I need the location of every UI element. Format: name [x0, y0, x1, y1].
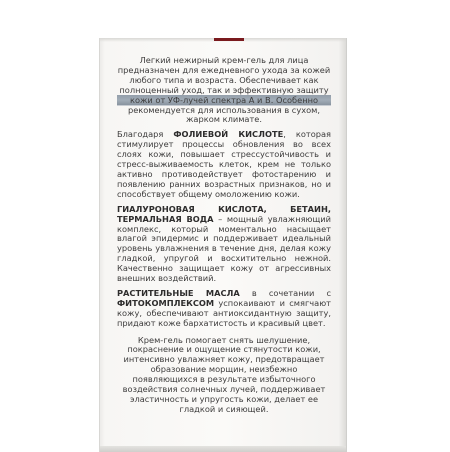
folic-acid-heading: ФОЛИЕВОЙ КИСЛОТЕ [173, 129, 284, 140]
plant-oils-heading: РАСТИТЕЛЬНЫЕ МАСЛА [117, 287, 240, 298]
phytocomplex-heading: ФИТОКОМПЛЕКСОМ [117, 297, 215, 308]
intro-paragraph: Легкий нежирный крем-гель для лица предназначен для ежедневного ухода за кожей любого типа и возраста. Обеспечивает как полноценный уход, так и эффективную защиту кожи от УФ-лучей спектра А и В. Особенно рекомендуется для использования в сухом, жарком климате. [117, 55, 331, 125]
plant-oils-text: успокаивают и смягчают кожу, обеспечивают антиоксидантную защиту, придают коже бархатистость и красивый цвет. [117, 297, 331, 328]
hyaluronic-heading: ГИАЛУРОНОВАЯ КИСЛОТА, БЕТАИН, ТЕРМАЛЬНАЯ ВОДА [117, 203, 331, 224]
hyaluronic-text: – мощный увлажняющий комплекс, который моментально насыщает влагой эпидермис и поддерживает идеальный уровень увлажнения в течение дня, делая кожу гладкой, упругой и восхитительно нежной. Качественно защищает кожу от агрессивных внешних воздействий. [117, 213, 331, 284]
box-red-accent [214, 38, 244, 41]
plant-oils-connector: в сочетании с [239, 287, 331, 298]
hyaluronic-paragraph [117, 205, 331, 284]
box-bottom-edge [100, 446, 346, 452]
product-description [117, 56, 331, 420]
folic-lead: Благодаря [117, 129, 174, 140]
summary-paragraph: Крем-гель помогает снять шелушение, покраснение и ощущение стянутости кожи, интенсивно увлажняет кожу, предотвращает образование морщин, неизбежно появляющихся в результате избыточного воздействия солнечных лучей, поддерживает эластичность и упругость кожи, делает ее гладкой и сияющей. [122, 334, 326, 414]
folic-acid-paragraph [117, 130, 331, 199]
folic-acid-text: , которая стимулирует процессы обновления во всех слоях кожи, повышает стрессустойчивость и стресс-выживаемость клеток, крем не только активно противодействует фотостарению и появлению ранних возрастных признаков, но и способствует общему омоложению кожи. [117, 129, 332, 199]
plant-oils-paragraph [117, 289, 331, 329]
